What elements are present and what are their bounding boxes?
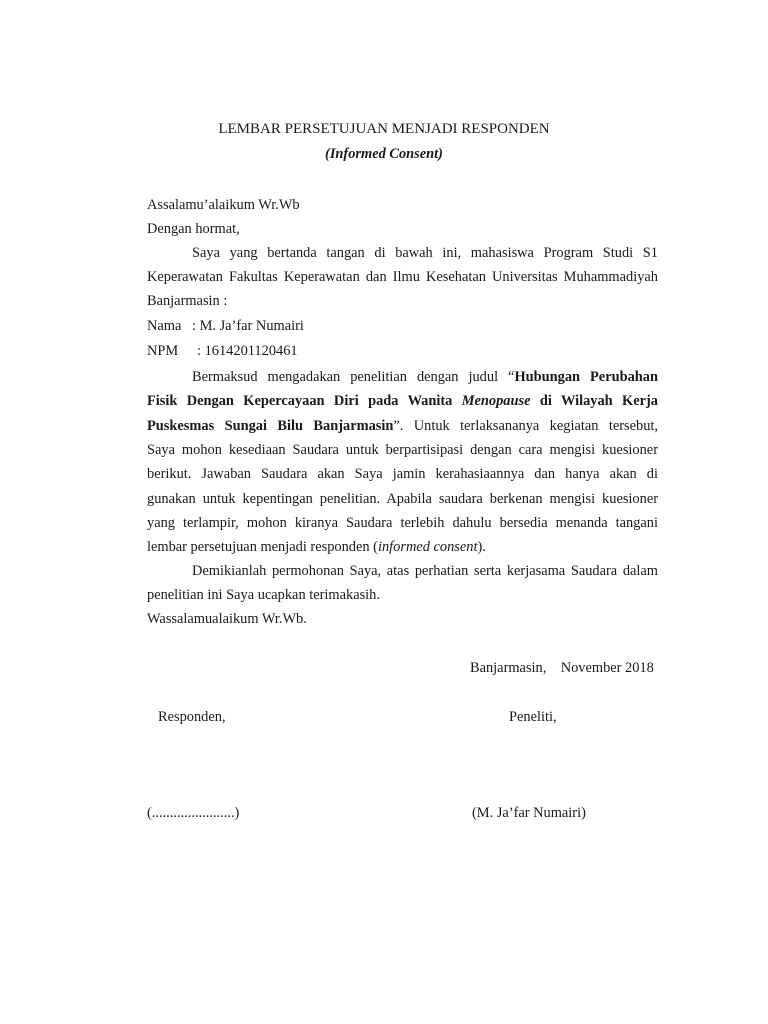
paragraph-1-line-4: Saya mohon kesediaan Saudara untuk berpartisipasi dengan cara mengisi kuesioner (147, 442, 658, 458)
paragraph-2-line-1: Demikianlah permohonan Saya, atas perhatian serta kerjasama Saudara dalam (192, 563, 658, 579)
respondent-label: Responden, (158, 709, 226, 725)
greeting: Assalamu’alaikum Wr.Wb (147, 197, 300, 213)
intro-line-3: Banjarmasin : (147, 293, 228, 309)
paragraph-1-line-5: berikut. Jawaban Saudara akan Saya jamin kerahasiaannya dan hanya akan di (147, 466, 658, 482)
paragraph-2-line-2: penelitian ini Saya ucapkan terimakasih. (147, 587, 380, 603)
researcher-label: Peneliti, (509, 709, 557, 725)
respondent-signature-name: (.......................) (147, 805, 240, 821)
name-label: Nama (147, 318, 182, 334)
research-title-part: Hubungan Perubahan (514, 369, 658, 385)
document-subtitle: (Informed Consent) (325, 146, 443, 162)
salutation: Dengan hormat, (147, 221, 240, 237)
name-value: : M. Ja’far Numairi (192, 318, 304, 334)
paragraph-1-line-3: Puskesmas Sungai Bilu Banjarmasin”. Untuk terlaksananya kegiatan tersebut, (147, 418, 658, 434)
paragraph-1-line-2: Fisik Dengan Kepercayaan Diri pada Wanita Menopause di Wilayah Kerja (147, 393, 658, 409)
document-title: LEMBAR PERSETUJUAN MENJADI RESPONDEN (218, 121, 550, 137)
npm-value: : 1614201120461 (197, 343, 298, 359)
menopause-term: Menopause (461, 393, 531, 409)
informed-consent-term: informed consent (377, 539, 478, 555)
paragraph-1-line-1: Bermaksud mengadakan penelitian dengan judul “Hubungan Perubahan (192, 369, 658, 385)
intro-line-2: Keperawatan Fakultas Keperawatan dan Ilmu Kesehatan Universitas Muhammadiyah (147, 269, 658, 285)
place-date: Banjarmasin, November 2018 (470, 660, 654, 676)
paragraph-1-line-6: gunakan untuk kepentingan penelitian. Apabila saudara berkenan mengisi kuesioner (147, 491, 658, 507)
intro-line-1: Saya yang bertanda tangan di bawah ini, mahasiswa Program Studi S1 (192, 245, 658, 261)
researcher-signature-name: (M. Ja’far Numairi) (472, 805, 586, 821)
closing: Wassalamualaikum Wr.Wb. (147, 611, 307, 627)
paragraph-1-line-7: yang terlampir, mohon kiranya Saudara terlebih dahulu bersedia menanda tangani (147, 515, 658, 531)
paragraph-1-line-8: lembar persetujuan menjadi responden (informed consent). (147, 539, 486, 555)
npm-label: NPM (147, 343, 179, 359)
